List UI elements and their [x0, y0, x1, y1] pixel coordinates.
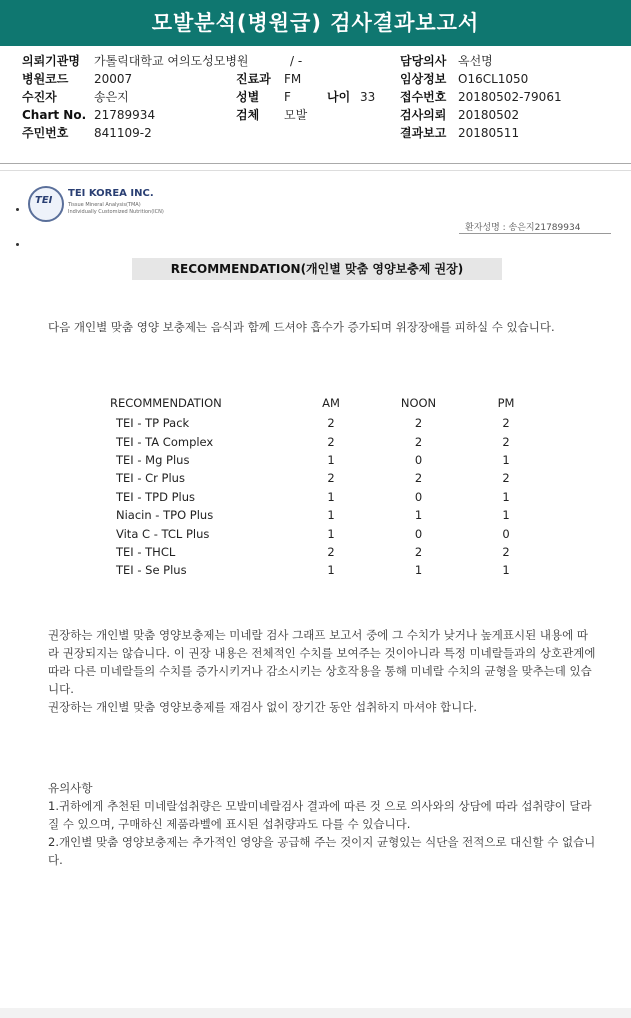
pm-dose: 0 [502, 526, 510, 541]
supplement-name: Niacin - TPO Plus [116, 508, 214, 523]
chart-no-value: 21789934 [94, 108, 156, 122]
resident-no-label: 주민번호 [22, 126, 69, 140]
table-row [110, 488, 546, 506]
pm-dose: 2 [502, 416, 510, 431]
specimen-label: 검체 [236, 108, 260, 122]
hospital-code-value: 20007 [94, 72, 133, 86]
hospital-code-label: 병원코드 [22, 72, 69, 86]
notes-item-2: 2.개인별 맞춤 영양보충제는 추가적인 영양을 공급해 주는 것이지 균형있는 식단을 전적으로 대신할 수 없습니다. [48, 835, 596, 867]
report-title: 모발분석(병원급) 검사결과보고서 [0, 0, 631, 46]
resident-no-value: 841109-2 [94, 126, 152, 140]
intro-text: 다음 개인별 맞춤 영양 보충제는 음식과 함께 드셔야 흡수가 증가되며 위장장애를 피하실 수 있습니다. [48, 320, 555, 334]
clinic-value: FM [284, 72, 302, 86]
noon-dose: 0 [414, 526, 423, 541]
dept-slash: / - [290, 54, 303, 68]
test-request-value: 20180502 [458, 108, 520, 122]
receipt-no-value: 20180502-79061 [458, 90, 562, 104]
specimen-value: 모발 [284, 108, 308, 122]
header-divider-2 [0, 170, 631, 171]
supplement-name: TEI - THCL [116, 544, 176, 559]
pm-dose: 1 [502, 452, 510, 467]
noon-dose: 2 [414, 434, 423, 449]
sex-value: F [284, 90, 291, 104]
result-report-label: 결과보고 [400, 126, 447, 140]
pm-dose: 1 [502, 563, 510, 578]
pm-dose: 2 [502, 471, 510, 486]
patient-name: 환자성명 : 송은지21789934 [465, 223, 581, 233]
chart-no-label: Chart No. [22, 108, 87, 122]
clinical-info-value: O16CL1050 [458, 72, 529, 86]
supplement-name: TEI - Mg Plus [116, 452, 190, 467]
table-row [110, 451, 546, 469]
recommendation-title: RECOMMENDATION(개인별 맞춤 영양보충제 권장) [132, 258, 502, 280]
table-header-row [110, 394, 546, 414]
table-row [110, 543, 546, 561]
am-dose: 2 [327, 544, 335, 559]
logo-mark: TEI [35, 195, 53, 206]
patient-name-line [465, 220, 580, 233]
am-dose: 2 [327, 471, 335, 486]
institution-label: 의뢰기관명 [22, 54, 80, 68]
result-report-value: 20180511 [458, 126, 520, 140]
age-label: 나이 [327, 90, 351, 104]
info-row-1 [22, 52, 622, 70]
col-header-pm: PM [497, 396, 515, 410]
tei-logo [28, 186, 164, 220]
noon-dose: 0 [414, 489, 423, 504]
notes-item-1: 1.귀하에게 추천된 미네랄섭취량은 모발미네랄검사 결과에 따른 것 으로 의사와의 상담에 따라 섭취량이 달라질 수 있으며, 구매하신 제품라벨에 표시된 섭취량과도 다를 수 있습니다. [48, 799, 592, 831]
am-dose: 1 [327, 526, 335, 541]
am-dose: 1 [327, 452, 335, 467]
table-row [110, 414, 546, 432]
table-row [110, 506, 546, 524]
col-header-noon: NOON [400, 396, 437, 410]
sex-label: 성별 [236, 90, 260, 104]
supplement-name: TEI - TA Complex [116, 434, 214, 449]
report-info-block [22, 52, 622, 142]
info-row-5 [22, 124, 622, 142]
recipient-value: 송은지 [94, 90, 129, 104]
noon-dose: 1 [414, 508, 423, 523]
recipient-label: 수진자 [22, 90, 57, 104]
institution-value: 가톨릭대학교 여의도성모병원 [94, 54, 249, 68]
receipt-no-label: 접수번호 [400, 90, 447, 104]
supplement-name: TEI - Cr Plus [116, 471, 185, 486]
noon-dose: 0 [414, 452, 423, 467]
col-header-am: AM [322, 396, 340, 410]
info-row-3 [22, 88, 622, 106]
scan-dot [16, 208, 19, 211]
logo-subtitle-2: Individually Customized Nutrition(ICN) [68, 209, 164, 215]
table-row [110, 432, 546, 450]
doctor-value: 옥선명 [458, 54, 493, 68]
noon-dose: 1 [414, 563, 423, 578]
noon-dose: 2 [414, 471, 423, 486]
am-dose: 2 [327, 434, 335, 449]
pm-dose: 2 [502, 544, 510, 559]
notes-heading: 유의사항 [48, 781, 93, 795]
test-request-label: 검사의뢰 [400, 108, 447, 122]
table-row [110, 469, 546, 487]
info-row-2 [22, 70, 622, 88]
supplement-name: TEI - TPD Plus [116, 489, 196, 504]
recommendation-table [110, 394, 546, 580]
explain-text-1: 권장하는 개인별 맞춤 영양보충제는 미네랄 검사 그래프 보고서 중에 그 수치가 낮거나 높게표시된 내용에 따라 권장되지는 않습니다. 이 권장 내용은 전체적인 수치를 보여주는 것이아니라 특정 미네랄들과의 상호관계에 따라 다른 미네랄들의 수치를 증가시키거나 감소시키는 상호작용을 통해 미네랄 수치의 균형을 맞추는데 있습니다. [48, 628, 596, 696]
doctor-label: 담당의사 [400, 54, 447, 68]
pm-dose: 1 [502, 508, 510, 523]
noon-dose: 2 [414, 416, 423, 431]
header-divider [0, 163, 631, 164]
logo-subtitle-1: Tissue Mineral Analysis(TMA) [68, 202, 141, 208]
clinic-label: 진료과 [236, 72, 271, 86]
am-dose: 1 [327, 508, 335, 523]
table-row [110, 524, 546, 542]
info-row-4 [22, 106, 622, 124]
explain-text-2: 권장하는 개인별 맞춤 영양보충제를 재검사 없이 장기간 동안 섭취하지 마셔야 합니다. [48, 700, 478, 714]
am-dose: 2 [327, 416, 335, 431]
am-dose: 1 [327, 489, 335, 504]
am-dose: 1 [327, 563, 335, 578]
supplement-name: TEI - TP Pack [116, 416, 190, 431]
scan-dot [16, 243, 19, 246]
logo-name: TEI KOREA INC. [68, 188, 154, 199]
table-row [110, 561, 546, 579]
clinical-info-label: 임상정보 [400, 72, 447, 86]
age-value: 33 [360, 90, 376, 104]
supplement-name: Vita C - TCL Plus [116, 526, 210, 541]
noon-dose: 2 [414, 544, 423, 559]
pm-dose: 1 [502, 489, 510, 504]
supplement-name: TEI - Se Plus [116, 563, 187, 578]
col-header-recommendation: RECOMMENDATION [110, 396, 222, 410]
patient-underline [459, 233, 611, 234]
page-bottom-strip [0, 1008, 631, 1018]
pm-dose: 2 [502, 434, 510, 449]
